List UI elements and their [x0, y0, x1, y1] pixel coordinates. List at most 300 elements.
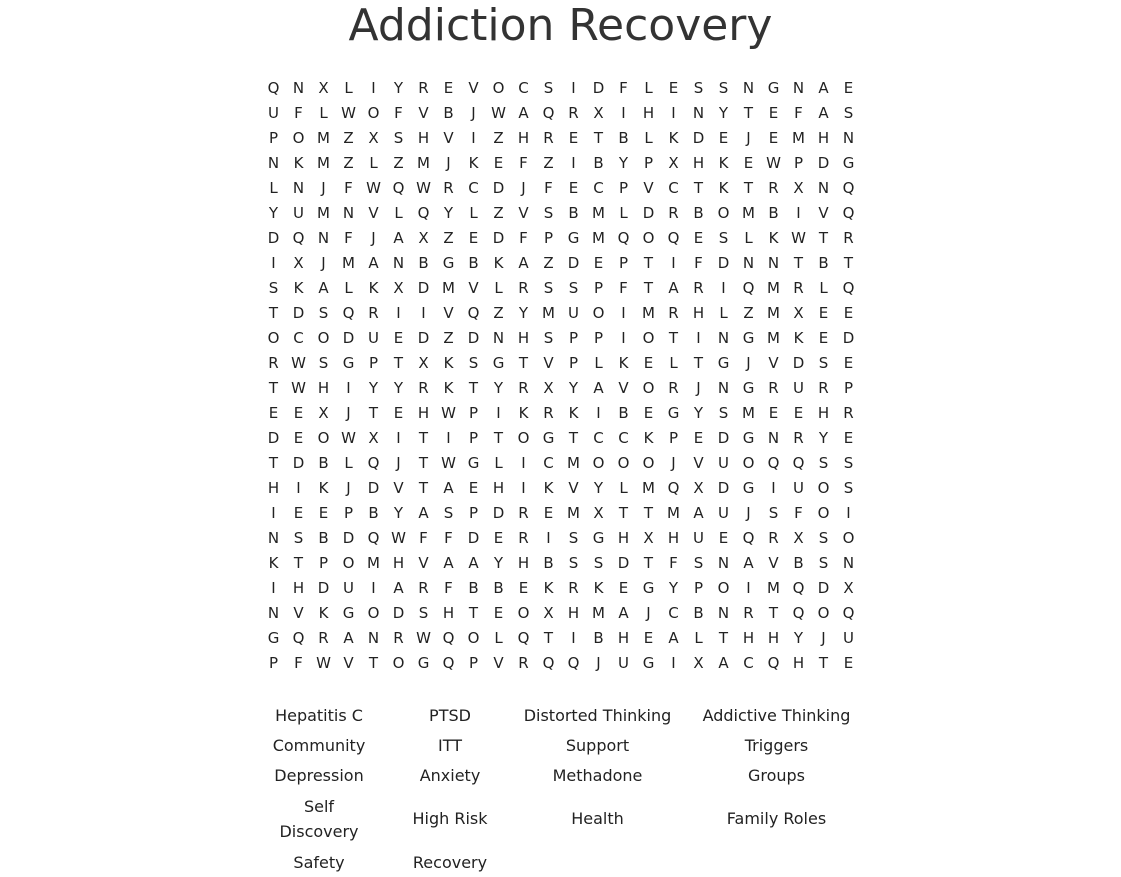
grid-letter[interactable]: A [518, 103, 529, 122]
grid-letter[interactable]: V [768, 353, 779, 372]
grid-letter[interactable]: A [818, 78, 829, 97]
grid-letter[interactable]: L [494, 628, 503, 647]
grid-letter[interactable]: Q [342, 303, 355, 322]
grid-letter[interactable]: M [442, 278, 455, 297]
grid-letter[interactable]: S [268, 278, 279, 297]
grid-letter[interactable]: D [817, 578, 830, 597]
grid-letter[interactable]: Z [543, 153, 554, 172]
grid-letter[interactable]: I [771, 478, 776, 497]
grid-letter[interactable]: C [668, 178, 679, 197]
grid-letter[interactable]: S [718, 228, 729, 247]
grid-letter[interactable]: R [568, 103, 579, 122]
grid-letter[interactable]: P [468, 503, 479, 522]
grid-letter[interactable]: E [668, 78, 679, 97]
grid-letter[interactable]: C [668, 603, 679, 622]
grid-letter[interactable]: B [818, 253, 829, 272]
grid-letter[interactable]: T [493, 428, 504, 447]
grid-letter[interactable]: K [543, 478, 554, 497]
grid-letter[interactable]: J [321, 253, 326, 272]
grid-letter[interactable]: R [368, 303, 379, 322]
grid-letter[interactable]: E [568, 178, 579, 197]
grid-letter[interactable]: W [416, 178, 431, 197]
grid-letter[interactable]: Y [268, 203, 279, 222]
grid-letter[interactable]: G [442, 253, 455, 272]
grid-letter[interactable]: G [342, 603, 355, 622]
grid-letter[interactable]: M [742, 403, 755, 422]
grid-letter[interactable]: S [693, 553, 704, 572]
grid-letter[interactable]: R [418, 578, 429, 597]
grid-letter[interactable]: X [693, 653, 704, 672]
grid-letter[interactable]: O [317, 328, 330, 347]
grid-letter[interactable]: I [796, 203, 801, 222]
grid-letter[interactable]: W [316, 653, 331, 672]
grid-letter[interactable]: I [446, 428, 451, 447]
grid-letter[interactable]: J [671, 453, 676, 472]
grid-letter[interactable]: V [368, 203, 379, 222]
grid-letter[interactable]: H [692, 153, 705, 172]
grid-letter[interactable]: U [693, 528, 704, 547]
grid-letter[interactable]: Z [443, 328, 454, 347]
grid-letter[interactable]: U [793, 378, 804, 397]
grid-letter[interactable]: T [843, 253, 854, 272]
grid-letter[interactable]: R [393, 628, 404, 647]
grid-letter[interactable]: F [794, 503, 803, 522]
grid-letter[interactable]: R [518, 278, 529, 297]
grid-letter[interactable]: H [617, 628, 630, 647]
grid-letter[interactable]: L [494, 453, 503, 472]
grid-letter[interactable]: D [592, 78, 605, 97]
grid-letter[interactable]: E [768, 128, 779, 147]
grid-letter[interactable]: E [318, 503, 329, 522]
grid-letter[interactable]: K [568, 403, 579, 422]
grid-letter[interactable]: Y [368, 378, 379, 397]
grid-letter[interactable]: O [642, 453, 655, 472]
grid-letter[interactable]: O [742, 453, 755, 472]
grid-letter[interactable]: D [467, 528, 480, 547]
grid-letter[interactable]: S [543, 78, 554, 97]
grid-letter[interactable]: E [843, 303, 854, 322]
grid-letter[interactable]: S [818, 553, 829, 572]
grid-letter[interactable]: M [592, 203, 605, 222]
grid-letter[interactable]: U [718, 503, 729, 522]
grid-letter[interactable]: Q [467, 303, 480, 322]
grid-letter[interactable]: N [492, 328, 505, 347]
grid-letter[interactable]: J [696, 378, 701, 397]
grid-letter[interactable]: M [642, 478, 655, 497]
grid-letter[interactable]: Z [493, 303, 504, 322]
grid-letter[interactable]: E [843, 653, 854, 672]
grid-letter[interactable]: H [517, 128, 530, 147]
grid-letter[interactable]: Q [842, 278, 855, 297]
grid-letter[interactable]: N [742, 78, 755, 97]
grid-letter[interactable]: X [793, 528, 804, 547]
grid-letter[interactable]: S [718, 78, 729, 97]
grid-letter[interactable]: K [443, 378, 454, 397]
grid-letter[interactable]: T [643, 503, 654, 522]
grid-letter[interactable]: B [443, 103, 454, 122]
grid-letter[interactable]: O [817, 603, 830, 622]
grid-letter[interactable]: Q [742, 528, 755, 547]
grid-letter[interactable]: O [817, 478, 830, 497]
grid-letter[interactable]: A [343, 628, 354, 647]
grid-letter[interactable]: Z [493, 128, 504, 147]
grid-letter[interactable]: V [293, 603, 304, 622]
grid-letter[interactable]: A [668, 278, 679, 297]
grid-letter[interactable]: H [392, 553, 405, 572]
grid-letter[interactable]: S [843, 453, 854, 472]
grid-letter[interactable]: P [693, 578, 704, 597]
grid-letter[interactable]: N [292, 178, 305, 197]
grid-letter[interactable]: T [393, 353, 404, 372]
grid-letter[interactable]: N [292, 78, 305, 97]
grid-letter[interactable]: D [617, 553, 630, 572]
grid-letter[interactable]: K [318, 478, 329, 497]
grid-letter[interactable]: V [443, 303, 454, 322]
grid-letter[interactable]: O [717, 203, 730, 222]
grid-letter[interactable]: H [692, 303, 705, 322]
grid-letter[interactable]: A [393, 578, 404, 597]
grid-letter[interactable]: L [344, 278, 353, 297]
grid-letter[interactable]: F [444, 528, 453, 547]
grid-letter[interactable]: T [743, 178, 754, 197]
grid-letter[interactable]: P [343, 503, 354, 522]
grid-letter[interactable]: B [493, 578, 504, 597]
grid-letter[interactable]: Y [818, 428, 829, 447]
grid-letter[interactable]: N [767, 428, 780, 447]
grid-letter[interactable]: G [742, 378, 755, 397]
grid-letter[interactable]: D [717, 478, 730, 497]
grid-letter[interactable]: T [593, 128, 604, 147]
grid-letter[interactable]: W [766, 153, 781, 172]
grid-letter[interactable]: F [794, 103, 803, 122]
grid-letter[interactable]: A [593, 378, 604, 397]
grid-letter[interactable]: T [518, 353, 529, 372]
grid-letter[interactable]: P [568, 328, 579, 347]
grid-letter[interactable]: R [518, 653, 529, 672]
grid-letter[interactable]: P [843, 378, 854, 397]
grid-letter[interactable]: X [543, 603, 554, 622]
grid-letter[interactable]: Q [792, 578, 805, 597]
grid-letter[interactable]: T [368, 403, 379, 422]
grid-letter[interactable]: I [271, 578, 276, 597]
grid-letter[interactable]: U [718, 453, 729, 472]
grid-letter[interactable]: V [468, 278, 479, 297]
grid-letter[interactable]: I [421, 303, 426, 322]
grid-letter[interactable]: Z [743, 303, 754, 322]
grid-letter[interactable]: E [768, 103, 779, 122]
grid-letter[interactable]: M [367, 553, 380, 572]
grid-letter[interactable]: S [543, 203, 554, 222]
grid-letter[interactable]: O [367, 603, 380, 622]
grid-letter[interactable]: T [543, 628, 554, 647]
grid-letter[interactable]: X [368, 128, 379, 147]
grid-letter[interactable]: L [619, 203, 628, 222]
grid-letter[interactable]: H [417, 128, 430, 147]
grid-letter[interactable]: Y [593, 478, 604, 497]
grid-letter[interactable]: B [418, 253, 429, 272]
grid-letter[interactable]: Q [267, 78, 280, 97]
grid-letter[interactable]: Q [792, 453, 805, 472]
grid-letter[interactable]: A [443, 478, 454, 497]
grid-letter[interactable]: H [617, 528, 630, 547]
grid-letter[interactable]: Y [493, 378, 504, 397]
grid-letter[interactable]: S [568, 528, 579, 547]
grid-letter[interactable]: Z [343, 128, 354, 147]
grid-letter[interactable]: S [818, 353, 829, 372]
grid-letter[interactable]: D [842, 328, 855, 347]
grid-letter[interactable]: P [668, 428, 679, 447]
grid-letter[interactable]: V [643, 178, 654, 197]
grid-letter[interactable]: O [592, 303, 605, 322]
grid-letter[interactable]: Y [393, 378, 404, 397]
grid-letter[interactable]: L [469, 203, 478, 222]
grid-letter[interactable]: E [643, 353, 654, 372]
grid-letter[interactable]: P [618, 178, 629, 197]
grid-letter[interactable]: E [643, 403, 654, 422]
grid-letter[interactable]: R [518, 378, 529, 397]
grid-letter[interactable]: P [543, 228, 554, 247]
grid-letter[interactable]: J [321, 178, 326, 197]
grid-letter[interactable]: O [517, 428, 530, 447]
grid-letter[interactable]: R [768, 178, 779, 197]
grid-letter[interactable]: T [693, 353, 704, 372]
grid-letter[interactable]: P [268, 128, 279, 147]
grid-letter[interactable]: Q [842, 178, 855, 197]
grid-letter[interactable]: J [346, 478, 351, 497]
grid-letter[interactable]: H [517, 553, 530, 572]
grid-letter[interactable]: O [642, 378, 655, 397]
grid-letter[interactable]: R [443, 178, 454, 197]
grid-letter[interactable]: I [671, 653, 676, 672]
grid-letter[interactable]: W [441, 453, 456, 472]
grid-letter[interactable]: G [567, 228, 580, 247]
grid-letter[interactable]: H [442, 603, 455, 622]
grid-letter[interactable]: K [318, 603, 329, 622]
grid-letter[interactable]: H [742, 628, 755, 647]
grid-letter[interactable]: Q [417, 203, 430, 222]
grid-letter[interactable]: N [842, 553, 855, 572]
grid-letter[interactable]: J [371, 228, 376, 247]
grid-letter[interactable]: P [593, 278, 604, 297]
grid-letter[interactable]: N [267, 153, 280, 172]
grid-letter[interactable]: W [416, 628, 431, 647]
grid-letter[interactable]: Q [542, 103, 555, 122]
grid-letter[interactable]: I [746, 578, 751, 597]
grid-letter[interactable]: V [618, 378, 629, 397]
grid-letter[interactable]: N [692, 103, 705, 122]
grid-letter[interactable]: S [568, 278, 579, 297]
grid-letter[interactable]: Y [518, 303, 529, 322]
grid-letter[interactable]: E [843, 353, 854, 372]
grid-letter[interactable]: D [492, 178, 505, 197]
grid-letter[interactable]: W [491, 103, 506, 122]
grid-letter[interactable]: J [821, 628, 826, 647]
grid-letter[interactable]: D [317, 578, 330, 597]
grid-letter[interactable]: F [444, 578, 453, 597]
grid-letter[interactable]: H [767, 628, 780, 647]
grid-letter[interactable]: Q [517, 628, 530, 647]
grid-letter[interactable]: O [317, 428, 330, 447]
grid-letter[interactable]: T [268, 378, 279, 397]
grid-letter[interactable]: E [743, 153, 754, 172]
grid-letter[interactable]: A [518, 253, 529, 272]
grid-letter[interactable]: T [268, 303, 279, 322]
grid-letter[interactable]: T [468, 378, 479, 397]
grid-letter[interactable]: L [719, 303, 728, 322]
grid-letter[interactable]: U [368, 328, 379, 347]
grid-letter[interactable]: M [317, 153, 330, 172]
grid-letter[interactable]: N [367, 628, 380, 647]
grid-letter[interactable]: N [717, 328, 730, 347]
grid-letter[interactable]: Y [393, 78, 404, 97]
grid-letter[interactable]: R [793, 278, 804, 297]
grid-letter[interactable]: R [418, 78, 429, 97]
grid-letter[interactable]: B [693, 203, 704, 222]
grid-letter[interactable]: Y [718, 103, 729, 122]
grid-letter[interactable]: B [618, 128, 629, 147]
grid-letter[interactable]: O [592, 453, 605, 472]
grid-letter[interactable]: W [291, 353, 306, 372]
grid-letter[interactable]: T [418, 453, 429, 472]
grid-letter[interactable]: P [593, 328, 604, 347]
grid-letter[interactable]: I [696, 328, 701, 347]
grid-letter[interactable]: Z [443, 228, 454, 247]
grid-letter[interactable]: O [267, 328, 280, 347]
grid-letter[interactable]: J [521, 178, 526, 197]
grid-letter[interactable]: X [593, 503, 604, 522]
grid-letter[interactable]: I [571, 78, 576, 97]
grid-letter[interactable]: M [317, 128, 330, 147]
grid-letter[interactable]: A [318, 278, 329, 297]
grid-letter[interactable]: M [767, 578, 780, 597]
grid-letter[interactable]: P [368, 353, 379, 372]
grid-letter[interactable]: A [618, 603, 629, 622]
grid-letter[interactable]: V [343, 653, 354, 672]
grid-letter[interactable]: T [368, 653, 379, 672]
grid-letter[interactable]: G [542, 428, 555, 447]
grid-letter[interactable]: E [793, 403, 804, 422]
grid-letter[interactable]: I [371, 78, 376, 97]
grid-letter[interactable]: G [492, 353, 505, 372]
grid-letter[interactable]: I [521, 478, 526, 497]
grid-letter[interactable]: T [793, 253, 804, 272]
grid-letter[interactable]: M [342, 253, 355, 272]
grid-letter[interactable]: F [419, 528, 428, 547]
grid-letter[interactable]: Y [668, 578, 679, 597]
grid-letter[interactable]: D [417, 278, 430, 297]
grid-letter[interactable]: O [517, 603, 530, 622]
grid-letter[interactable]: A [718, 653, 729, 672]
grid-letter[interactable]: B [593, 628, 604, 647]
grid-letter[interactable]: B [793, 553, 804, 572]
grid-letter[interactable]: C [468, 178, 479, 197]
grid-letter[interactable]: S [768, 503, 779, 522]
grid-letter[interactable]: S [293, 528, 304, 547]
grid-letter[interactable]: D [417, 328, 430, 347]
grid-letter[interactable]: R [768, 528, 779, 547]
grid-letter[interactable]: X [843, 578, 854, 597]
grid-letter[interactable]: N [717, 553, 730, 572]
grid-letter[interactable]: G [417, 653, 430, 672]
grid-letter[interactable]: L [669, 353, 678, 372]
grid-letter[interactable]: R [668, 203, 679, 222]
grid-letter[interactable]: K [618, 353, 629, 372]
grid-letter[interactable]: H [317, 378, 330, 397]
grid-letter[interactable]: L [594, 353, 603, 372]
grid-letter[interactable]: H [267, 478, 280, 497]
grid-letter[interactable]: N [317, 228, 330, 247]
grid-letter[interactable]: K [768, 228, 779, 247]
grid-letter[interactable]: C [618, 428, 629, 447]
grid-letter[interactable]: R [418, 378, 429, 397]
grid-letter[interactable]: E [468, 228, 479, 247]
grid-letter[interactable]: V [768, 553, 779, 572]
grid-letter[interactable]: C [518, 78, 529, 97]
grid-letter[interactable]: G [592, 528, 605, 547]
grid-letter[interactable]: W [341, 428, 356, 447]
grid-letter[interactable]: E [843, 78, 854, 97]
grid-letter[interactable]: Q [292, 228, 305, 247]
grid-letter[interactable]: F [344, 228, 353, 247]
grid-letter[interactable]: Z [343, 153, 354, 172]
grid-letter[interactable]: T [418, 478, 429, 497]
grid-letter[interactable]: S [393, 128, 404, 147]
grid-letter[interactable]: F [669, 553, 678, 572]
grid-letter[interactable]: D [567, 253, 580, 272]
grid-letter[interactable]: A [368, 253, 379, 272]
grid-letter[interactable]: T [668, 328, 679, 347]
grid-letter[interactable]: R [818, 378, 829, 397]
grid-letter[interactable]: I [271, 253, 276, 272]
grid-letter[interactable]: K [443, 353, 454, 372]
grid-letter[interactable]: R [668, 303, 679, 322]
grid-letter[interactable]: T [643, 253, 654, 272]
grid-letter[interactable]: X [643, 528, 654, 547]
grid-letter[interactable]: N [342, 203, 355, 222]
grid-letter[interactable]: B [318, 528, 329, 547]
grid-letter[interactable]: T [643, 278, 654, 297]
grid-letter[interactable]: F [294, 653, 303, 672]
grid-letter[interactable]: Y [493, 553, 504, 572]
grid-letter[interactable]: V [443, 128, 454, 147]
grid-letter[interactable]: N [717, 378, 730, 397]
grid-letter[interactable]: B [693, 603, 704, 622]
grid-letter[interactable]: K [268, 553, 279, 572]
grid-letter[interactable]: L [694, 628, 703, 647]
grid-letter[interactable]: D [492, 228, 505, 247]
grid-letter[interactable]: E [493, 603, 504, 622]
grid-letter[interactable]: Q [842, 203, 855, 222]
grid-letter[interactable]: F [544, 178, 553, 197]
grid-letter[interactable]: L [644, 128, 653, 147]
grid-letter[interactable]: H [492, 478, 505, 497]
grid-letter[interactable]: E [493, 528, 504, 547]
grid-letter[interactable]: K [793, 328, 804, 347]
grid-letter[interactable]: E [518, 578, 529, 597]
grid-letter[interactable]: D [267, 228, 280, 247]
grid-letter[interactable]: V [418, 103, 429, 122]
grid-letter[interactable]: E [843, 428, 854, 447]
grid-letter[interactable]: P [793, 153, 804, 172]
grid-letter[interactable]: N [792, 78, 805, 97]
grid-letter[interactable]: H [417, 403, 430, 422]
grid-letter[interactable]: K [293, 153, 304, 172]
grid-letter[interactable]: X [793, 303, 804, 322]
grid-letter[interactable]: F [294, 103, 303, 122]
grid-letter[interactable]: E [768, 403, 779, 422]
grid-letter[interactable]: L [394, 203, 403, 222]
grid-letter[interactable]: K [543, 578, 554, 597]
